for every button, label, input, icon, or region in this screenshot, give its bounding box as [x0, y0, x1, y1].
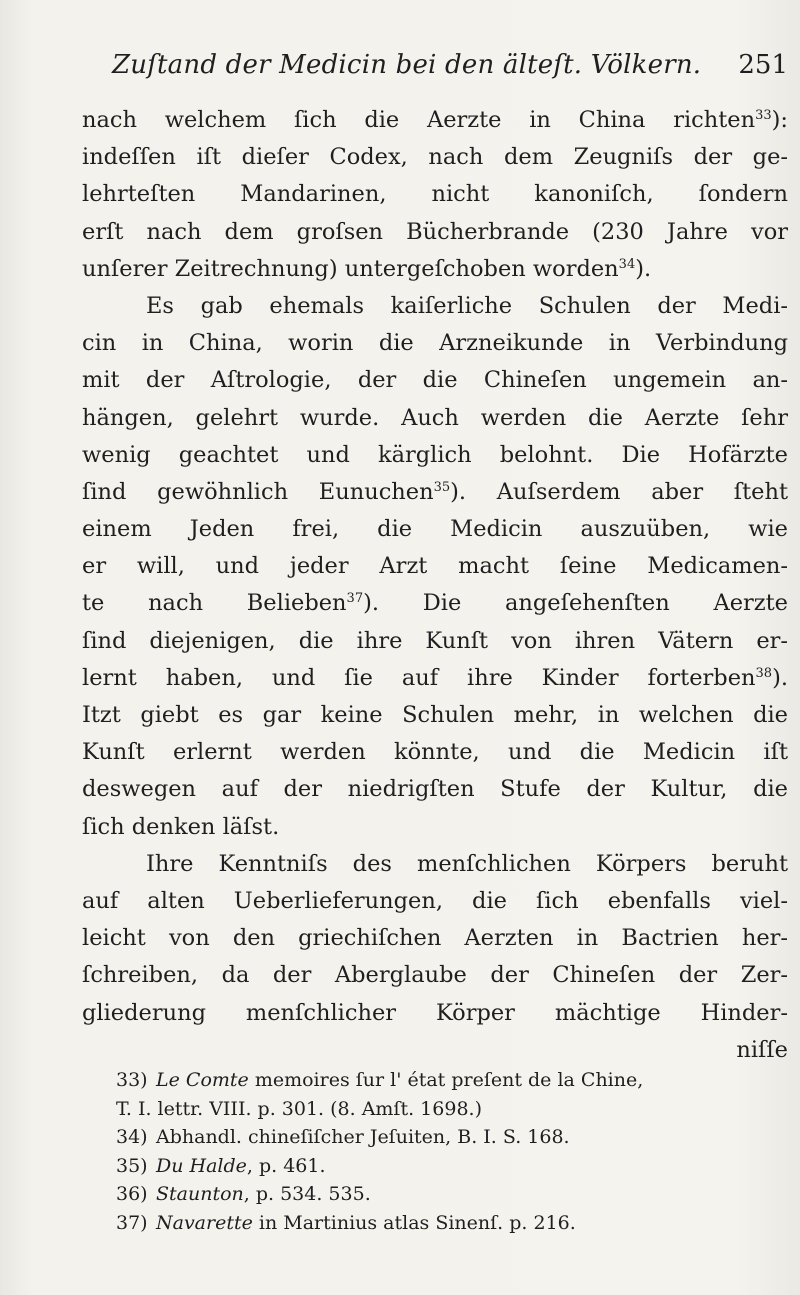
- text-line: ſich denken läſst.: [82, 813, 280, 840]
- footnote-ref: 38: [755, 665, 773, 681]
- footnote-ref: 37: [346, 591, 364, 607]
- footnote-33-continuation: T. I. lettr. VIII. p. 301. (8. Amſt. 1698.): [116, 1097, 482, 1120]
- text-line: cin in China, worin die Arzneikunde in Verbindung: [82, 330, 788, 357]
- text-line: erſt nach dem groſsen Bücherbrande (230 Jahre vor: [82, 218, 788, 245]
- text-line: ſind gewöhnlich Eunuchen$^{35}$). Auſserdem aber ſteht: [82, 478, 788, 505]
- text-line: auf alten Ueberlieferungen, die ſich ebenfalls viel-: [82, 887, 788, 914]
- footnote-37: 37) Navarette in Martinius atlas Sinenſ. p. 216.: [116, 1211, 576, 1234]
- text-line: te nach Belieben$^{37}$). Die angeſehenſten Aerzte: [82, 590, 788, 617]
- text-line: indeſſen iſt dieſer Codex, nach dem Zeugniſs der ge-: [82, 144, 788, 171]
- text-line: Es gab ehemals kaiſerliche Schulen der Medi-: [146, 292, 788, 319]
- text-line: er will, und jeder Arzt macht ſeine Medicamen-: [82, 553, 788, 580]
- text-line: hängen, gelehrt wurde. Auch werden die Aerzte ſehr: [82, 404, 788, 431]
- footnote-ref: 35: [433, 479, 451, 495]
- footnote-ref: 33: [755, 108, 772, 123]
- text-line: Kunſt erlernt werden könnte, und die Medicin iſt: [82, 739, 788, 766]
- text-line: lernt haben, und ſie auf ihre Kinder forterben$^{38}$).: [82, 664, 788, 691]
- text-line: Itzt giebt es gar keine Schulen mehr, in welchen die: [82, 702, 788, 728]
- text-line: leicht von den griechiſchen Aerzten in Bactrien her-: [82, 925, 788, 952]
- text-line: niſſe: [736, 1036, 788, 1063]
- text-line: lehrteſten Mandarinen, nicht kanoniſch, ſondern: [82, 181, 788, 208]
- text-line: deswegen auf der niedrigſten Stufe der Kultur, die: [82, 776, 788, 803]
- footnote-35: 35) Du Halde, p. 461.: [116, 1154, 326, 1177]
- footnote-34: 34) Abhandl. chineſiſcher Jeſuiten, B. I. S. 168.: [116, 1126, 570, 1148]
- running-title: Zuſtand der Medicin bei den älteſt. Völkern.: [112, 50, 702, 80]
- text-line: ſind diejenigen, die ihre Kunſt von ihren Vätern er-: [82, 627, 788, 654]
- text-line: wenig geachtet und kärglich belohnt. Die Hofärzte: [82, 441, 788, 468]
- text-line: Ihre Kenntniſs des menſchlichen Körpers beruht: [146, 850, 788, 877]
- footnote-36: 36) Staunton, p. 534. 535.: [116, 1183, 371, 1205]
- page-number: 251: [738, 50, 788, 80]
- text-line: einem Jeden frei, die Medicin auszuüben, wie: [82, 516, 788, 543]
- footnotes: [116, 1066, 736, 1237]
- text-line: mit der Aſtrologie, der die Chineſen ungemein an-: [82, 367, 788, 394]
- footnote-ref: 34: [618, 256, 636, 272]
- body-text: [82, 102, 788, 1069]
- text-line: nach welchem ſich die Aerzte in China richten$^{33}$):: [82, 107, 788, 133]
- text-line: unſerer Zeitrechnung) untergeſchoben worden$^{34}$).: [82, 255, 652, 282]
- page-header: [112, 50, 788, 80]
- text-line: ſchreiben, da der Aberglaube der Chineſen der Zer-: [82, 962, 788, 989]
- text-line: gliederung menſchlicher Körper mächtige Hinder-: [82, 999, 788, 1026]
- footnote-33: 33) Le Comte memoires ſur l' état preſent de la Chine,: [116, 1069, 644, 1091]
